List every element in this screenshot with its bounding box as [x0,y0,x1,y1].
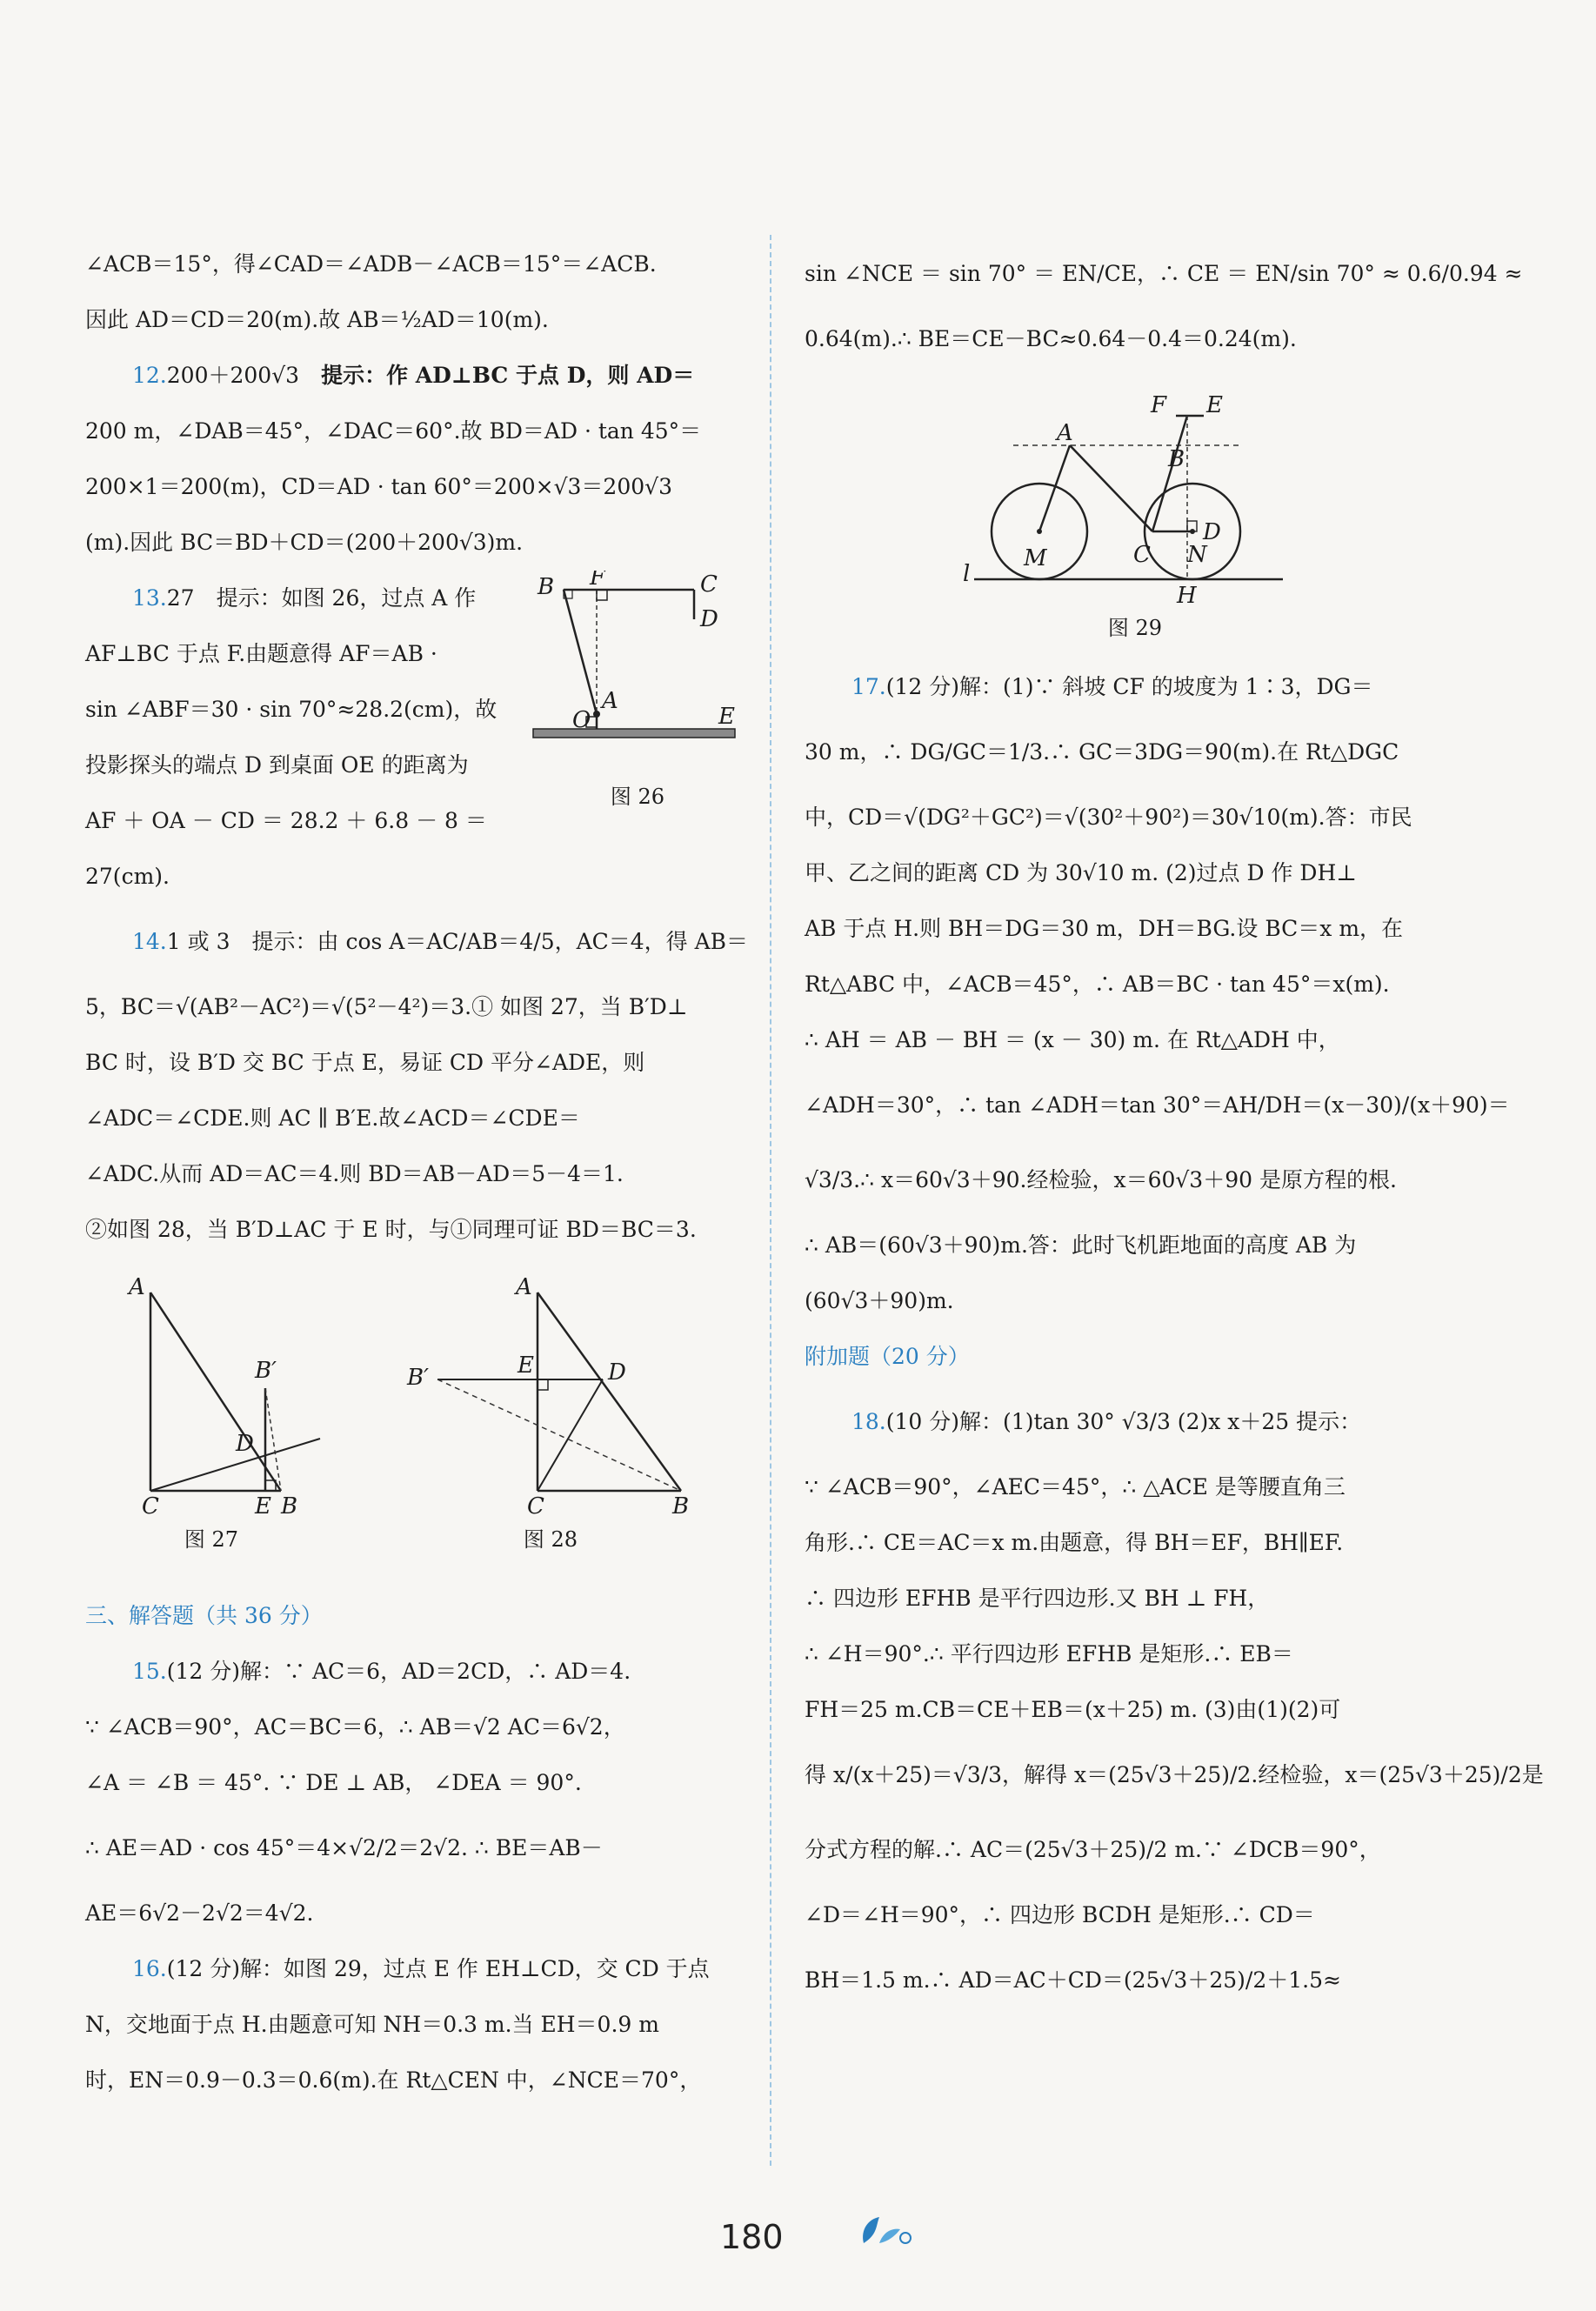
q16-line [85,1941,733,1997]
q18-line [805,1385,1457,1459]
text-line: ∠ADH＝30°，∴ tan ∠ADH＝tan 30°＝AH/DH＝(x－30)/(x＋90)＝ [805,1092,1510,1118]
q13-block [85,571,733,905]
fig28-label-A: A [516,1274,532,1300]
text-line: Rt△ABC 中，∠ACB＝45°，∴ AB＝BC · tan 45°＝x(m). [805,972,1390,997]
figure-26 [529,571,746,809]
q17-line [805,659,1457,715]
fig26-label-E: E [718,704,735,730]
q16-number: 16. [132,1956,167,1981]
fig27-label-A: A [129,1274,145,1300]
q13-number: 13. [132,585,167,611]
text-line: AF ＋ OA － CD ＝ 28.2 ＋ 6.8 － 8 ＝ [85,808,487,833]
text-line: ∴ AB＝(60√3＋90)m.答：此时飞机距地面的高度 AB 为 [805,1232,1357,1258]
text-line: (m).因此 BC＝BD＋CD＝(200＋200√3)m. [85,530,524,555]
text-line: 27(cm). [85,864,170,889]
leaf-logo-icon [857,2214,918,2252]
q17-number: 17. [851,674,886,699]
text-line: 分式方程的解.∴ AC＝(25√3＋25)/2 m.∵ ∠DCB＝90°， [805,1837,1381,1862]
text-line: 角形.∴ CE＝AC＝x m.由题意，得 BH＝EF，BH∥EF. [805,1530,1344,1555]
fig27-label-B: B [281,1493,298,1519]
fig29-label-B: B [1168,446,1185,472]
fig29-label-D: D [1203,519,1221,545]
text-line: AB 于点 H.则 BH＝DG＝30 m，DH＝BG.设 BC＝x m，在 [805,916,1404,941]
q14-number: 14. [132,929,167,954]
text-line: 因此 AD＝CD＝20(m).故 AB＝½AD＝10(m). [85,307,549,332]
figure-27-caption: 图 27 [184,1527,239,1552]
text-line: 中，CD＝√(DG²＋GC²)＝√(30²＋90²)＝30√10(m).答：市民 [805,805,1412,830]
text-line: ∴ ∠H＝90°.∴ 平行四边形 EFHB 是矩形.∴ EB＝ [805,1641,1293,1666]
fig26-label-B: B [538,574,555,600]
fig28-label-E: E [518,1353,534,1379]
q13-answer: 27 [166,585,195,611]
fig29-label-H: H [1177,583,1197,607]
q13-line [85,571,538,626]
text-line: 30 m，∴ DG/GC＝1/3.∴ GC＝3DG＝90(m).在 Rt△DGC [805,739,1399,765]
text-line: 甲、乙之间的距离 CD 为 30√10 m. (2)过点 D 作 DH⊥ [805,860,1357,885]
q16-text: (12 分)解：如图 29，过点 E 作 EH⊥CD，交 CD 于点 [166,1956,710,1981]
left-column [85,237,749,2108]
text-line: ∠ADC.从而 AD＝AC＝4.则 BD＝AB－AD＝5－4＝1. [85,1161,624,1186]
fig28-label-C: C [527,1493,544,1519]
q12-answer: 200＋200√3 [166,363,300,388]
text-line: ②如图 28，当 B′D⊥AC 于 E 时，与①同理可证 BD＝BC＝3. [85,1217,697,1242]
text-line: 200 m，∠DAB＝45°，∠DAC＝60°.故 BD＝AD · tan 45°＝ [85,418,702,444]
figures-27-28 [85,1258,733,1588]
text-line: ∠A ＝ ∠B ＝ 45°. ∵ DE ⊥ AB， ∠DEA ＝ 90°. [85,1770,582,1795]
fig29-label-N: N [1187,542,1207,568]
text-line: ∠D＝∠H＝90°，∴ 四边形 BCDH 是矩形.∴ CD＝ [805,1902,1315,1927]
figure-29 [805,372,1457,659]
right-column [805,237,1544,2018]
fig26-label-F: F [590,571,606,591]
fig28-label-B: B [672,1493,690,1519]
text-line: BH＝1.5 m.∴ AD＝AC＋CD＝(25√3＋25)/2＋1.5≈ [805,1967,1341,1993]
fig27-label-Bprime: B′ [255,1358,277,1384]
q15-number: 15. [132,1659,167,1684]
q12-line [85,348,733,404]
text-line: ∴ AH ＝ AB － BH ＝ (x － 30) m. 在 Rt△ADH 中， [805,1027,1340,1052]
text-line: FH＝25 m.CB＝CE＋EB＝(x＋25) m. (3)由(1)(2)可 [805,1697,1341,1722]
text-line: ∵ ∠ACB＝90°，∠AEC＝45°，∴ △ACE 是等腰直角三 [805,1474,1346,1499]
figure-26-diagram [529,571,746,779]
figure-28-diagram [403,1266,690,1519]
column-divider [770,235,771,2166]
q12-number: 12. [132,363,167,388]
fig27-label-C: C [142,1493,159,1519]
figure-28 [403,1266,690,1553]
fig29-label-C: C [1133,542,1151,568]
q18-number: 18. [851,1409,886,1434]
text-line: BC 时，设 B′D 交 BC 于点 E，易证 CD 平分∠ADE，则 [85,1050,645,1075]
fig26-label-A: A [602,688,618,714]
fig27-label-E: E [255,1493,271,1519]
text-line: AE＝6√2－2√2＝4√2. [85,1900,314,1926]
fig29-label-E: E [1206,392,1223,418]
text-line: ∠ACB＝15°，得∠CAD＝∠ADB－∠ACB＝15°＝∠ACB. [85,251,657,277]
text-line: 时，EN＝0.9－0.3＝0.6(m).在 Rt△CEN 中，∠NCE＝70°， [85,2067,702,2093]
q12-hint: 提示：作 AD⊥BC 于点 D，则 AD＝ [321,363,695,388]
text-line: 200×1＝200(m)，CD＝AD · tan 60°＝200×√3＝200√3 [85,474,672,499]
text-line: N，交地面于点 H.由题意可知 NH＝0.3 m.当 EH＝0.9 m [85,2012,659,2037]
text-line: sin ∠NCE ＝ sin 70° ＝ EN/CE，∴ CE ＝ EN/sin 70° ≈ 0.6/0.94 ≈ [805,261,1523,286]
fig29-label-l: l [963,561,971,587]
figure-27-diagram [124,1266,368,1519]
extra-title: 附加题（20 分） [805,1344,970,1369]
text-line: ∵ ∠ACB＝90°，AC＝BC＝6，∴ AB＝√2 AC＝6√2， [85,1714,625,1740]
text-line: 投影探头的端点 D 到桌面 OE 的距离为 [85,752,469,778]
fig29-label-A: A [1057,420,1073,446]
q14-answer: 1 或 3 [166,929,230,954]
figure-29-caption: 图 29 [1107,616,1163,640]
q15-text: (12 分)解：∵ AC＝6，AD＝2CD，∴ AD＝4. [166,1659,631,1684]
text-line: (60√3＋90)m. [805,1288,954,1313]
q14-hint: 提示：由 cos A＝AC/AB＝4/5，AC＝4，得 AB＝ [251,929,749,954]
text-line: ∠ADC＝∠CDE.则 AC ∥ B′E.故∠ACD＝∠CDE＝ [85,1105,580,1131]
fig28-label-Bprime: B′ [407,1365,430,1391]
figure-28-caption: 图 28 [523,1527,578,1552]
figure-27 [124,1266,368,1553]
q14-line [85,905,749,979]
q18-text: (10 分)解：(1)tan 30° √3/3 (2)x x＋25 提示： [885,1409,1362,1434]
figure-29-diagram [805,372,1457,607]
q15-line [85,1644,733,1700]
section-title: 三、解答题（共 36 分） [85,1603,323,1628]
figure-26-caption: 图 26 [610,785,665,809]
text-line: ∴ AE＝AD · cos 45°＝4×√2/2＝2√2. ∴ BE＝AB－ [85,1835,603,1860]
text-line: 5，BC＝√(AB²－AC²)＝√(5²－4²)＝3.① 如图 27，当 B′D⊥ [85,994,688,1019]
text-line: ∴ 四边形 EFHB 是平行四边形.又 BH ⊥ FH， [805,1586,1270,1611]
text-line: 0.64(m).∴ BE＝CE－BC≈0.64－0.4＝0.24(m). [805,326,1297,351]
fig26-label-O: O [572,707,591,733]
q13-hint: 提示：如图 26，过点 A 作 [216,585,477,611]
text-line: √3/3.∴ x＝60√3＋90.经检验，x＝60√3＋90 是原方程的根. [805,1167,1397,1192]
text-line: sin ∠ABF＝30 · sin 70°≈28.2(cm)，故 [85,697,497,722]
q17-text: (12 分)解：(1)∵ 斜坡 CF 的坡度为 1∶3，DG＝ [885,674,1373,699]
fig29-label-M: M [1024,545,1047,571]
page-number: 180 [720,2218,784,2256]
fig29-label-F: F [1151,392,1167,418]
text-line: AF⊥BC 于点 F.由题意得 AF＝AB · [85,641,437,666]
fig26-label-D: D [700,606,718,632]
text-line: 得 x/(x＋25)＝√3/3，解得 x＝(25√3＋25)/2.经检验，x＝(25√3＋25)/2是 [805,1762,1544,1787]
fig28-label-D: D [608,1359,626,1386]
fig26-label-C: C [700,571,718,598]
fig27-label-D: D [236,1431,254,1457]
